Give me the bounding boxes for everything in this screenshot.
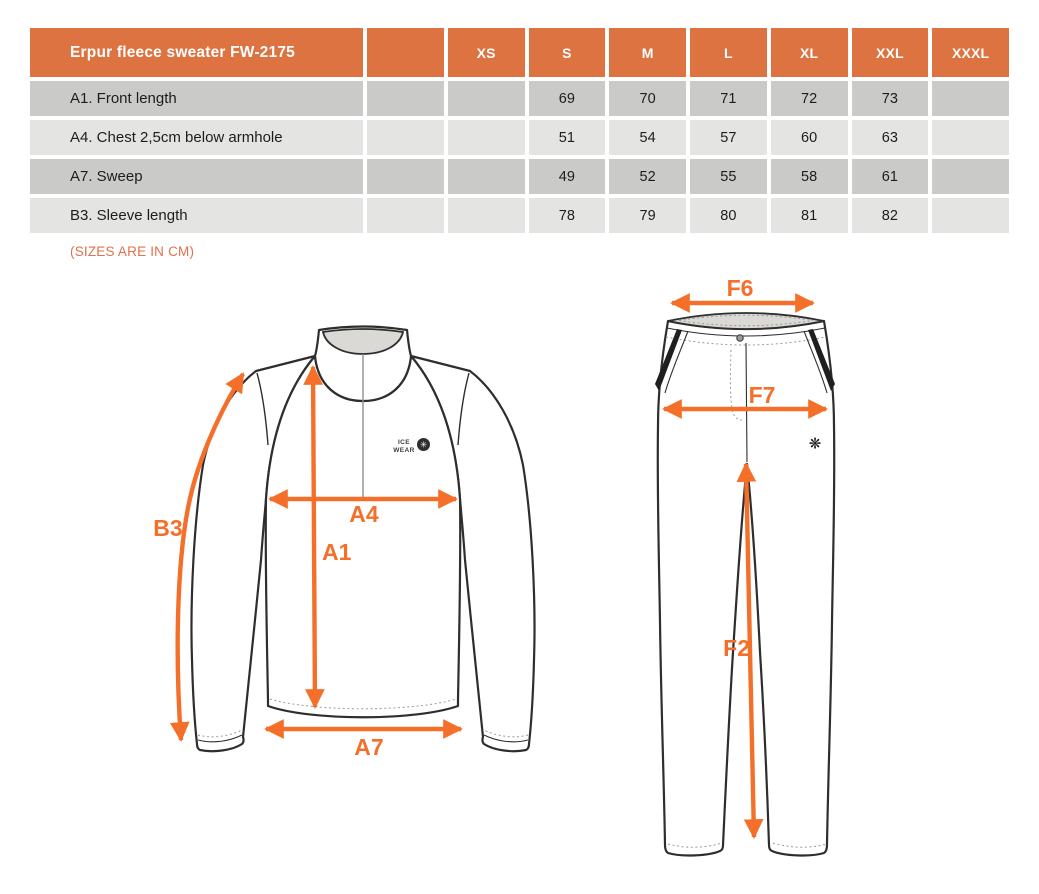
size-value-cell: 70 (609, 81, 686, 116)
logo-badge-snowflake-icon: ✳ (419, 440, 428, 451)
size-value-cell: 60 (771, 120, 848, 155)
pants-diagram (655, 275, 835, 855)
waist-button (737, 335, 743, 341)
size-value-cell: 78 (529, 198, 606, 233)
size-value-cell: 51 (529, 120, 606, 155)
size-value-cell: 49 (529, 159, 606, 194)
size-column-header: M (609, 28, 686, 77)
size-value-cell (367, 81, 444, 116)
table-title: Erpur fleece sweater FW-2175 (30, 28, 363, 77)
size-value-cell (932, 120, 1009, 155)
size-value-cell: 80 (690, 198, 767, 233)
size-column-header: XXXL (932, 28, 1009, 77)
measurement-row-label: B3. Sleeve length (30, 198, 363, 233)
measurement-row-label: A1. Front length (30, 81, 363, 116)
size-value-cell (448, 198, 525, 233)
size-value-cell (448, 159, 525, 194)
size-column-header: XS (448, 28, 525, 77)
size-value-cell: 52 (609, 159, 686, 194)
size-value-cell: 57 (690, 120, 767, 155)
size-column-header: XXL (852, 28, 929, 77)
size-value-cell: 81 (771, 198, 848, 233)
size-table (30, 28, 1009, 233)
f2-label: F2 (723, 635, 750, 661)
size-value-cell (367, 120, 444, 155)
a1-label: A1 (322, 539, 352, 565)
f7-label: F7 (748, 382, 776, 408)
size-value-cell: 79 (609, 198, 686, 233)
sweater-diagram (153, 327, 534, 761)
a1-arrow (313, 367, 315, 707)
pants-snowflake-logo-icon: ❋ (808, 434, 822, 453)
size-value-cell: 73 (852, 81, 929, 116)
size-value-cell: 55 (690, 159, 767, 194)
size-value-cell (932, 159, 1009, 194)
measurement-row-label: A7. Sweep (30, 159, 363, 194)
size-value-cell: 61 (852, 159, 929, 194)
a7-label: A7 (354, 734, 384, 760)
size-column-header (367, 28, 444, 77)
logo-text-line2: WEAR (393, 447, 415, 454)
size-value-cell: 63 (852, 120, 929, 155)
size-value-cell: 72 (771, 81, 848, 116)
f6-label: F6 (726, 275, 754, 301)
size-value-cell (367, 159, 444, 194)
logo-text-line1: ICE (397, 439, 411, 446)
size-value-cell: 71 (690, 81, 767, 116)
size-column-header: S (529, 28, 606, 77)
size-value-cell (448, 81, 525, 116)
size-value-cell (367, 198, 444, 233)
b3-label: B3 (153, 515, 183, 541)
size-value-cell: 54 (609, 120, 686, 155)
size-value-cell: 69 (529, 81, 606, 116)
size-value-cell: 58 (771, 159, 848, 194)
sizes-unit-note: (SIZES ARE IN CM) (70, 244, 195, 259)
size-column-header: XL (771, 28, 848, 77)
measurement-row-label: A4. Chest 2,5cm below armhole (30, 120, 363, 155)
size-value-cell (932, 198, 1009, 233)
a4-label: A4 (349, 501, 379, 527)
size-column-header: L (690, 28, 767, 77)
size-value-cell (448, 120, 525, 155)
size-value-cell (932, 81, 1009, 116)
garment-diagrams (0, 270, 1039, 894)
size-value-cell: 82 (852, 198, 929, 233)
